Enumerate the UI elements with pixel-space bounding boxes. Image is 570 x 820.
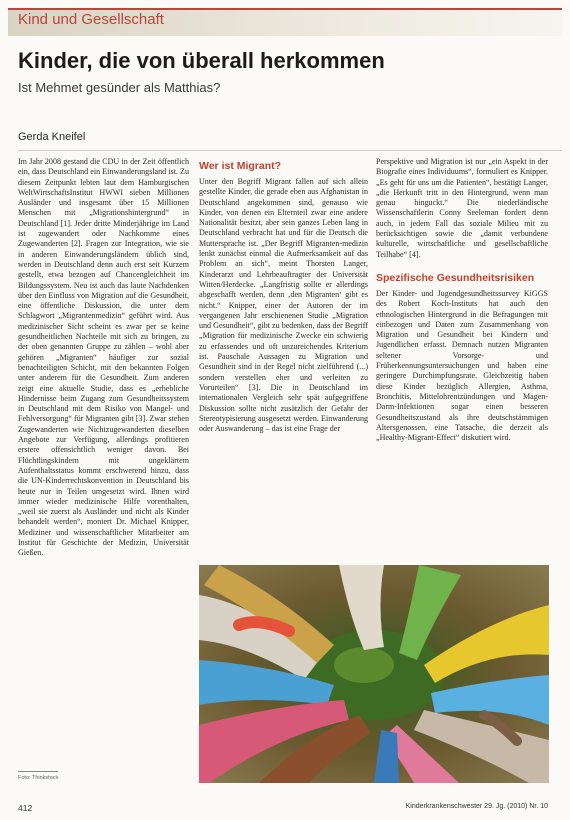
photo-painted-hands <box>199 565 549 783</box>
column-3-body-b: Der Kinder- und Jugendgesundheitssurvey KiGGS des Robert Koch-Instituts hat auch den ethnologischen Hintergrund in die Befragungen mit einbezogen und Daten zum Zusammenhang von Migration und Gesundheit bei Kindern und Jugendlichen erfasst. Demnach nutzen Migranten seltener Vorsorge- und Früherkennungsuntersuchungen und haben eine geringere Durchimpfungsrate. Gleichzeitig haben diese Kinder bezüglich Allergien, Asthma, Bronchitis, Mittelohrentzündungen und Magen-Darm-Infektionen sogar einen besseren Gesundheitszustand als ihre deutschstämmigen Altersgenossen, eine Tatsache, die derzeit als „Healthy-Migrant-Effect“ diskutiert wird. <box>376 288 548 443</box>
subheading-gesundheitsrisiken: Spezifische Gesundheitsrisiken <box>376 271 535 284</box>
text-column-3 <box>376 157 548 443</box>
subheading-wer-ist-migrant: Wer ist Migrant? <box>199 160 282 172</box>
hands-illustration <box>199 565 549 783</box>
column-3-body-a: Perspektive und Migration ist nur „ein Aspekt in der Biografie eines Individuums“, formuliert es Knipper. „Es geht für uns um die Patienten“, bestätigt Langer, „die Herkunft tritt in den Hintergrund, wenn man genau hinguckt.“ Die niederländische Wissenschaftlerin Conny Seeleman fordert denn auch, in jedem Fall das soziale Milieu mit zu berücksichtigen sowie die „damit verbundene kulturelle, wirtschaftliche und gesellschaftliche Teilhabe“ [4]. <box>376 157 548 259</box>
author-name: Gerda Kneifel <box>18 131 86 143</box>
column-2-body: Unter den Begriff Migrant fallen auf sich allein gestellte Kinder, die gerade eben aus Afghanistan in Deutschland angekommen sind, genauso wie Kinder, von denen ein Elternteil zwar eine andere Nationalität besitzt, aber sein ganzes Leben lang in Deutschland verbracht hat und für die Deutsch die Muttersprache ist. „Der Begriff Migranten-medizin lenkt zunächst einmal die Aufmerksamkeit auf das Problem an sich“, meint Thorsten Langer, Kinderarzt und Lehrbeauftragter der Universität Witten/Herdecke. „Langfristig sollte er allerdings abgeschafft werden, denn ‚den Migranten‘ gibt es nicht.“ Knipper, einer der Autoren der im vergangenen Jahr erschienenen Studie „Migration und Gesundheit“, gibt zu bedenken, dass der Begriff „Migration für medizinische Zwecke ein schwierig zu erfassendes und oft unzureichendes Kriterium ist. Pauschale Aussagen zu Migration und Gesundheit sind in der Regel nicht zielführend (...) sondern verstellen eher und verleiten zu Vorurteilen“ [3]. Die in Deutschland im internationalen Vergleich sehr spät aufgegriffene Diskussion sollte nicht zusätzlich der Gefahr der Stereotypisierung ausgesetzt werden. Einwanderung oder Auswanderung – das ist eine Frage der <box>199 177 368 434</box>
section-label: Kind und Gesellschaft <box>18 11 164 28</box>
credit-rule <box>18 771 58 772</box>
photo-credit: Foto: Thinkstock <box>18 775 59 781</box>
text-column-2 <box>199 160 368 434</box>
text-column-1 <box>18 157 189 559</box>
column-1-body: Im Jahr 2008 gestand die CDU in der Zeit öffentlich ein, dass Deutschland ein Einwanderungsland ist. Zu diesem Zeitpunkt lebten laut dem Hamburgischen WeltWirtschaftsInstitut HWWI sieben Millionen Ausländer und insgesamt über 15 Millionen Menschen mit „Migrationshintergrund“ in Deutschland [1]. Jeder dritte Minderjährige im Land ist zugewandert oder Nachkomme eines Zugewanderten [2]. Fragen zur Integration, wie sie in anderen Einwanderungsländern üblich sind, werden in Deutschland denn auch erst seit Kurzem gestellt, etwa bezogen auf Chancengleichheit im Bildungssystem. Neu ist auch das laute Nachdenken über den Einfluss von Migration auf die Gesundheit, eine öffentliche Diskussion, die unter dem Schlagwort „Migrantenmedizin“ geführt wird. Aus medizinischer Sicht scheint es zwar per se keine gesundheitlichen Nachteile mit sich zu bringen, zu der oben genannten Gruppe zu zählen – wohl aber gehören „Migranten“ häufiger zur sozial benachteiligten Schicht, mit den bekannten Folgen unter anderem für die Gesundheit. Zum anderen zeigt eine aktuelle Studie, dass es „erhebliche Hindernisse beim Zugang zum Gesundheitssystem in Deutschland mit dem Risiko von Mangel- und Fehlversorgung“ für Migranten gibt [3]. Zwar stehen Zugewanderten wie Nichtzugewanderten dieselben Angebote zur Verfügung, allerdings profitieren erstere offensichtlich weniger davon. Bei Flüchtlingskindern mit ungeklärtem Aufenthaltsstatus kommt erschwerend hinzu, dass die UN-Kinderrechtskonvention in Deutschland bis heute nur in Teilen umgesetzt wird. Ihnen wird immer wieder medizinische Hilfe vorenthalten, „weil sie zuerst als Ausländer und nicht als Kinder behandelt werden“, moniert Dr. Michael Knipper, Mediziner und wissenschaftlicher Mitarbeiter am Institut für Geschichte der Medizin, Universität Gießen. <box>18 157 189 558</box>
journal-citation: Kinderkrankenschwester 29. Jg. (2010) Nr. 10 <box>405 803 548 810</box>
header-rule <box>18 150 562 151</box>
page-number: 412 <box>18 803 33 813</box>
article-headline: Kinder, die von überall herkommen <box>18 48 385 73</box>
article-subheadline: Ist Mehmet gesünder als Matthias? <box>18 80 221 95</box>
